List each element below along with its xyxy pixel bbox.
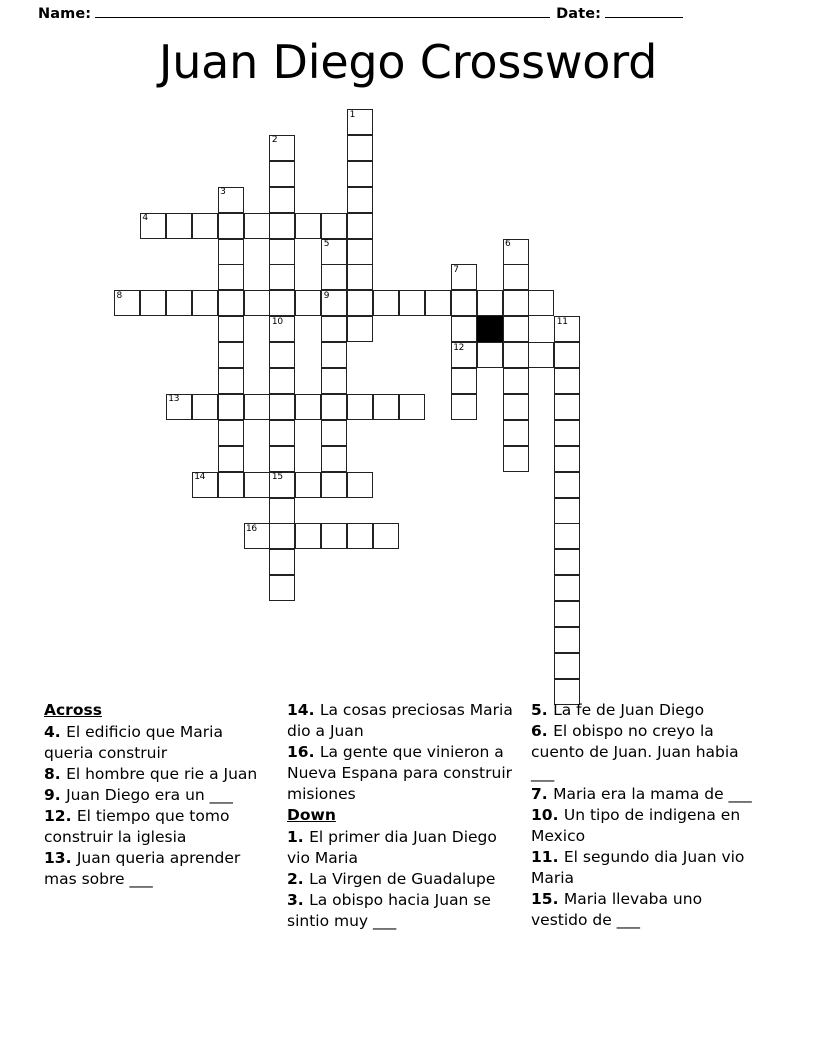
clue-number: 12. — [44, 807, 77, 825]
grid-cell[interactable] — [321, 446, 347, 472]
grid-cell[interactable] — [425, 290, 451, 316]
clue-number: 11. — [531, 848, 564, 866]
grid-cell[interactable] — [321, 420, 347, 446]
grid-cell-number: 7 — [453, 264, 459, 275]
grid-cell[interactable] — [269, 213, 295, 239]
grid-cell[interactable] — [503, 368, 529, 394]
grid-cell[interactable] — [244, 213, 270, 239]
grid-cell[interactable] — [218, 446, 244, 472]
grid-cell[interactable] — [269, 187, 295, 213]
clue-columns — [44, 700, 772, 932]
grid-cell-number: 11 — [556, 316, 568, 327]
grid-cell[interactable] — [347, 109, 373, 135]
clue-item — [44, 785, 273, 806]
grid-cell[interactable] — [503, 394, 529, 420]
grid-cell[interactable] — [373, 290, 399, 316]
grid-cell-number: 12 — [453, 342, 465, 353]
grid-cell-number: 3 — [220, 187, 226, 198]
clue-item — [531, 784, 758, 805]
grid-cell[interactable] — [554, 523, 580, 549]
clue-number: 4. — [44, 723, 67, 741]
clue-column-3 — [531, 700, 772, 931]
grid-cell[interactable] — [554, 446, 580, 472]
grid-cell-number: 5 — [323, 239, 330, 249]
grid-cell[interactable] — [503, 420, 529, 446]
clue-column-2 — [287, 700, 531, 932]
grid-cell[interactable] — [192, 213, 218, 239]
grid-cell[interactable] — [218, 264, 244, 290]
clue-text: La fe de Juan Diego — [553, 701, 705, 719]
grid-cell[interactable] — [373, 394, 399, 420]
clue-list-part-3 — [287, 827, 517, 932]
grid-cell[interactable] — [321, 264, 347, 290]
clue-text: La obispo hacia Juan se sintio muy ___ — [287, 891, 491, 930]
grid-cell[interactable] — [218, 472, 244, 498]
clue-item — [531, 721, 758, 784]
grid-cell[interactable] — [451, 342, 477, 368]
clue-text: Maria era la mama de ___ — [553, 785, 752, 803]
clue-list-part-2 — [287, 700, 517, 805]
grid-cell[interactable] — [269, 264, 295, 290]
clue-item — [287, 742, 517, 805]
grid-cell[interactable] — [477, 290, 503, 316]
grid-cell[interactable] — [295, 523, 321, 549]
grid-cell[interactable] — [347, 290, 373, 316]
grid-cell[interactable] — [554, 316, 580, 342]
grid-cell[interactable] — [269, 498, 295, 524]
clue-text: La cosas preciosas Maria dio a Juan — [287, 701, 513, 740]
page-title: Juan Diego Crossword — [158, 35, 658, 89]
grid-cell[interactable] — [347, 394, 373, 420]
clue-text: El segundo dia Juan vio Maria — [531, 848, 745, 887]
grid-cell[interactable] — [554, 420, 580, 446]
clue-item — [287, 827, 517, 869]
grid-cell[interactable] — [295, 213, 321, 239]
clue-item — [287, 700, 517, 742]
grid-cell[interactable] — [528, 342, 554, 368]
grid-cell[interactable] — [218, 342, 244, 368]
grid-cell-number: 15 — [271, 472, 283, 483]
clue-list-part-4 — [531, 700, 758, 931]
grid-cell[interactable] — [321, 523, 347, 549]
grid-cell[interactable] — [554, 498, 580, 524]
grid-cell[interactable] — [192, 394, 218, 420]
grid-cell[interactable] — [269, 420, 295, 446]
clue-number: 8. — [44, 765, 67, 783]
down-heading: Down — [287, 806, 336, 824]
grid-cell-number: 8 — [116, 290, 122, 301]
grid-cell[interactable] — [347, 161, 373, 187]
clue-text: Juan Diego era un ___ — [66, 786, 233, 804]
grid-cell[interactable] — [451, 368, 477, 394]
grid-cell[interactable] — [503, 290, 529, 316]
clue-text: El hombre que rie a Juan — [66, 765, 258, 783]
grid-cell[interactable] — [218, 420, 244, 446]
grid-cell[interactable] — [477, 342, 503, 368]
grid-cell[interactable] — [321, 316, 347, 342]
grid-cell[interactable] — [269, 394, 295, 420]
grid-cell[interactable] — [321, 472, 347, 498]
grid-cell[interactable] — [451, 394, 477, 420]
grid-cell[interactable] — [244, 472, 270, 498]
clue-number: 14. — [287, 701, 320, 719]
grid-cell[interactable] — [554, 472, 580, 498]
grid-cell[interactable] — [321, 394, 347, 420]
name-label: Name: — [38, 6, 92, 22]
grid-cell[interactable] — [554, 394, 580, 420]
grid-cell[interactable] — [192, 472, 218, 498]
grid-cell-number: 9 — [323, 290, 330, 301]
grid-cell[interactable] — [218, 368, 244, 394]
grid-cell[interactable] — [244, 523, 270, 549]
grid-cell[interactable] — [269, 290, 295, 316]
grid-cell[interactable] — [347, 316, 373, 342]
grid-cell[interactable] — [451, 264, 477, 290]
grid-cell[interactable] — [347, 523, 373, 549]
clue-number: 10. — [531, 806, 564, 824]
grid-cell-number: 4 — [142, 213, 148, 224]
grid-cell[interactable] — [218, 213, 244, 239]
grid-cell[interactable] — [269, 368, 295, 394]
clue-item — [531, 847, 758, 889]
clue-number: 5. — [531, 701, 554, 719]
grid-cell[interactable] — [399, 290, 425, 316]
clue-item — [287, 890, 517, 932]
grid-cell[interactable] — [192, 290, 218, 316]
grid-cell[interactable] — [218, 290, 244, 316]
grid-cell[interactable] — [503, 316, 529, 342]
grid-cell[interactable] — [269, 316, 295, 342]
grid-cell[interactable] — [295, 290, 321, 316]
clue-text: El primer dia Juan Diego vio Maria — [287, 828, 497, 867]
grid-cell[interactable] — [554, 601, 580, 627]
clue-number: 7. — [531, 785, 554, 803]
grid-cell-number: 14 — [194, 472, 206, 483]
clue-number: 6. — [531, 722, 554, 740]
grid-cell[interactable] — [269, 446, 295, 472]
grid-cell-number: 1 — [349, 109, 356, 120]
grid-cell-number: 6 — [505, 239, 511, 249]
grid-cell[interactable] — [554, 575, 580, 601]
grid-cell[interactable] — [554, 549, 580, 575]
clue-text: El edificio que Maria queria construir — [44, 723, 223, 762]
clue-text: Juan queria aprender mas sobre ___ — [44, 849, 241, 888]
grid-cell[interactable] — [269, 161, 295, 187]
clue-number: 16. — [287, 743, 320, 761]
clue-number: 3. — [287, 891, 310, 909]
grid-cell[interactable] — [166, 394, 192, 420]
grid-cell[interactable] — [218, 187, 244, 213]
grid-cell[interactable] — [269, 575, 295, 601]
grid-cell[interactable] — [140, 290, 166, 316]
clue-item — [44, 764, 273, 785]
grid-cell[interactable] — [554, 653, 580, 679]
clue-text: Un tipo de indigena en Mexico — [531, 806, 741, 845]
grid-cell[interactable] — [554, 627, 580, 653]
grid-cell[interactable] — [295, 394, 321, 420]
grid-cell[interactable] — [347, 264, 373, 290]
grid-cell[interactable] — [218, 316, 244, 342]
grid-cell[interactable] — [347, 135, 373, 161]
grid-cell[interactable] — [269, 523, 295, 549]
clue-number: 13. — [44, 849, 77, 867]
grid-cell[interactable] — [269, 239, 295, 265]
grid-cell[interactable] — [503, 264, 529, 290]
grid-cell[interactable] — [295, 472, 321, 498]
grid-cell-number: 13 — [168, 394, 180, 405]
clue-text: La Virgen de Guadalupe — [309, 870, 496, 888]
across-heading: Across — [44, 701, 102, 719]
grid-cell[interactable] — [269, 342, 295, 368]
clue-column-1 — [44, 700, 287, 890]
clue-item — [531, 889, 758, 931]
grid-cell[interactable] — [373, 523, 399, 549]
grid-cell[interactable] — [554, 368, 580, 394]
clue-item — [287, 869, 517, 890]
clue-text: El tiempo que tomo construir la iglesia — [44, 807, 230, 846]
grid-cell-number: 10 — [271, 316, 283, 327]
grid-cell[interactable] — [503, 342, 529, 368]
grid-cell[interactable] — [503, 446, 529, 472]
grid-cell[interactable] — [114, 290, 140, 316]
clue-number: 2. — [287, 870, 310, 888]
grid-cell[interactable] — [528, 290, 554, 316]
grid-cell[interactable] — [244, 394, 270, 420]
clue-text: La gente que vinieron a Nueva Espana para construir misiones — [287, 743, 512, 803]
grid-cell[interactable] — [321, 213, 347, 239]
clue-item — [44, 848, 273, 890]
clue-number: 15. — [531, 890, 564, 908]
clue-item — [44, 806, 273, 848]
clue-item — [531, 805, 758, 847]
grid-cell[interactable] — [503, 239, 529, 265]
grid-cell[interactable] — [347, 213, 373, 239]
grid-cell[interactable] — [269, 549, 295, 575]
grid-cell[interactable] — [166, 213, 192, 239]
grid-cell[interactable] — [140, 213, 166, 239]
grid-cell[interactable] — [347, 472, 373, 498]
grid-cell-blocked — [477, 316, 503, 342]
grid-cell[interactable] — [451, 290, 477, 316]
date-label: Date: — [556, 6, 602, 22]
grid-cell[interactable] — [554, 342, 580, 368]
grid-cell[interactable] — [218, 394, 244, 420]
grid-cell[interactable] — [451, 316, 477, 342]
grid-cell[interactable] — [321, 239, 347, 265]
grid-cell[interactable] — [399, 394, 425, 420]
clue-text: El obispo no creyo la cuento de Juan. Juan habia ___ — [531, 722, 739, 782]
grid-cell[interactable] — [269, 472, 295, 498]
clue-list-part-1 — [44, 722, 273, 890]
grid-cell[interactable] — [347, 187, 373, 213]
grid-cell-number: 2 — [271, 135, 278, 146]
grid-cell[interactable] — [347, 239, 373, 265]
grid-cell[interactable] — [269, 135, 295, 161]
clue-item — [531, 700, 758, 721]
clue-number: 9. — [44, 786, 67, 804]
grid-cell[interactable] — [218, 239, 244, 265]
clue-item — [44, 722, 273, 764]
clue-number: 1. — [287, 828, 310, 846]
grid-cell[interactable] — [321, 290, 347, 316]
grid-cell[interactable] — [321, 342, 347, 368]
grid-cell[interactable] — [321, 368, 347, 394]
grid-cell[interactable] — [244, 290, 270, 316]
grid-cell[interactable] — [166, 290, 192, 316]
clue-text: Maria llevaba uno vestido de ___ — [531, 890, 703, 929]
grid-cell-number: 16 — [246, 523, 257, 534]
